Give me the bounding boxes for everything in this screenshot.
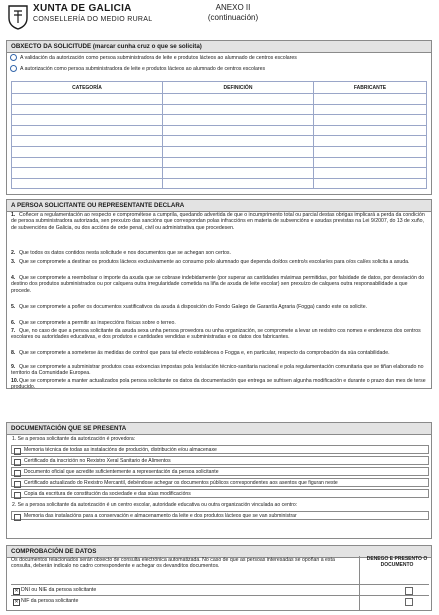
- declaration-item: 10.Que se compromete a manter actualizados pola persoa solicitante os datos da documentación que entrega se sufrisen algunha modificación e durante o prazo dun mes de terse producido.: [11, 378, 426, 391]
- annex-subtitle: (continuación): [207, 13, 259, 22]
- checkbox[interactable]: [14, 470, 21, 477]
- checkbox[interactable]: [14, 459, 21, 466]
- objecto-section: [6, 40, 432, 195]
- doc-escritura[interactable]: Copia da escritura de constitución da sociedade e das súas modificacións: [11, 489, 429, 498]
- table-row[interactable]: [12, 94, 427, 105]
- table-row[interactable]: [12, 115, 427, 126]
- table-row[interactable]: [12, 125, 427, 136]
- checkbox-dni-denego[interactable]: [405, 587, 413, 595]
- checkbox-dni-checked[interactable]: ✕: [14, 587, 19, 594]
- declaration-item: 3. Que se compromete a destinar os produtos lácteos exclusivamente ao consumo polo alumnado que dependa do/dos centro/s escolar/es para o/os cal/es solicita a axuda.: [11, 259, 410, 265]
- table-row[interactable]: [12, 168, 427, 179]
- checkbox-nif-checked[interactable]: ✕: [14, 598, 19, 605]
- table-row[interactable]: [12, 136, 427, 147]
- doc-representacion[interactable]: Documento oficial que acredite suficientemente a representación da persoa solicitante: [11, 467, 429, 476]
- declaration-item: 7. Que, no caso de que a persoa solicitante da axuda sexa unha persoa provedora ou unha organización, se compromete a levar un rexistro cos nomes e enderezos dos centros escolares ou autoridades educativas, e dos produtos e cantidades vendidas e subministradas e os datos dos fabricantes.: [11, 328, 421, 341]
- doc-memoria-instalacions[interactable]: Memoria das instalacións para a conservación e almacenamento da leite e dos produtos lácteos que se van subministrar: [11, 511, 429, 520]
- declaration-item: 2. Que todos os datos contidos nesta solicitude e nos documentos que se achegan son certos.: [11, 250, 231, 256]
- row-nif: [11, 595, 429, 606]
- option-authorization[interactable]: [7, 64, 431, 75]
- doc-certificado-rexistro[interactable]: Certificado da inscrición no Rexistro Xeral Sanitario de Alimentos: [11, 456, 429, 465]
- brand-title: XUNTA DE GALICIA: [33, 3, 132, 14]
- checkbox[interactable]: [14, 481, 21, 488]
- option-validation[interactable]: [7, 53, 431, 64]
- table-row[interactable]: [12, 178, 427, 189]
- option-authorization-label: A autorización como persoa subministradora de leite e produtos lácteos ao alumnado de centros escolares: [20, 66, 266, 72]
- declaration-item: 6. Que se compromete a permitir as inspeccións físicas sobre o terreo.: [11, 320, 176, 326]
- annex-heading: [188, 3, 278, 23]
- checkbox[interactable]: [14, 448, 21, 455]
- table-row[interactable]: [12, 157, 427, 168]
- radio-validation[interactable]: [10, 54, 17, 61]
- documentacion-section: [6, 422, 432, 539]
- xunta-logo-icon: [6, 4, 30, 30]
- column-categoria: CATEGORÍA: [12, 82, 163, 94]
- section-school-label: 2. Se a persoa solicitante da autorización é un centro escolar, autoridade educativa ou outra organización vinculada ao centro:: [12, 502, 298, 508]
- row-dni: [11, 584, 429, 595]
- doc-memoria-tecnica[interactable]: Memoria técnica de todas as instalacións de produción, distribución e/ou almacenaxe: [11, 445, 429, 454]
- declaration-item: 8. Que se compromete a someterse ás medidas de control que para tal efecto establecea o Fogga e, en particular, respecto da comprobación da súa contabilidade.: [11, 350, 390, 356]
- checkbox-nif-denego[interactable]: [405, 598, 413, 606]
- option-validation-label: A validación da autorización como persoa subministradora de leite e produtos lácteos ao alumnado de centros escolares: [20, 55, 297, 61]
- objecto-title: OBXECTO DA SOLICITUDE (marcar cunha cruz o que se solicita): [7, 41, 431, 53]
- row-nif-label: NIF da persoa solicitante: [21, 598, 79, 604]
- column-fabricante: FABRICANTE: [314, 82, 427, 94]
- checkbox[interactable]: [14, 514, 21, 521]
- department-name: CONSELLERÍA DO MEDIO RURAL: [33, 16, 153, 23]
- table-row[interactable]: [12, 146, 427, 157]
- products-table: [11, 81, 427, 189]
- declaracion-section: [6, 199, 432, 389]
- declaration-item: 4. Que se compromete a reembolsar o importe da axuda que se cobrase indebidamente (por superar as cantidades máximas permitidas, por falsidade de datos, por desviación do destino dos produtos subministrados ou por calquera outra irregularidade cometida na liña de axuda de leite escolar) sen prexuízo de calquera outra responsabilidade a que procede.: [11, 275, 425, 294]
- row-dni-label: DNI ou NIE da persoa solicitante: [21, 587, 97, 593]
- comprobacion-section: [6, 545, 432, 611]
- annex-title: ANEXO II: [215, 3, 251, 12]
- declaracion-title: A PERSOA SOLICITANTE OU REPRESENTANTE DECLARA: [7, 200, 431, 212]
- comprobacion-title: COMPROBACIÓN DE DATOS: [7, 546, 431, 558]
- comprobacion-text: Os documentos relacionados serán obxecto de consulta electrónica automatizada. No caso de que as persoas interesadas se opoñan a esta consulta, deberán indicalo no cadro correspondente e achegar os devanditos documentos.: [11, 557, 335, 570]
- radio-authorization[interactable]: [10, 65, 17, 72]
- denego-column-header: DENEGO E PRESENTO O DOCUMENTO: [366, 556, 428, 568]
- documentacion-title: DOCUMENTACIÓN QUE SE PRESENTA: [7, 423, 431, 435]
- declaration-item: 9. Que se compromete a subministrar produtos coas exixencias impostas pola lexislación técnico-sanitaria nacional e pola regulamentación comunitaria que se tiñan elaborado no territorio da Comunidade Europea.: [11, 364, 424, 377]
- table-row[interactable]: [12, 104, 427, 115]
- checkbox[interactable]: [14, 492, 21, 499]
- declaration-item: 5. Que se compromete a poñer os documentos xustificativos da axuda á disposición do Fondo Galego de Garantía Agraria (Fogga) cando este os solicite.: [11, 304, 368, 310]
- section-provider-label: 1. Se a persoa solicitante da autorización é provedora:: [12, 436, 136, 442]
- declaration-item: 1. Coñecer a regulamentación ao respecto e comprométese a cumprila, quedando advertida de que o incumprimento total ou parcial destas obrigas implicará a perda da condición de persoa subministradora autorizada, sen prexuízo das sancións que correspondan polas infraccións en materia de subvencións e axudas previstas na Lei 9/2007, do 13 de xuño, de subvencións de Galicia, ou dos accións de orde penal, civil ou administrativa que procedesen.: [11, 212, 425, 231]
- column-definicion: DEFINICIÓN: [163, 82, 314, 94]
- doc-rexistro-mercantil[interactable]: Certificado actualizado do Rexistro Mercantil, debéndose achegar os documentos públicos correspondentes aos asentos que figuran neste: [11, 478, 429, 487]
